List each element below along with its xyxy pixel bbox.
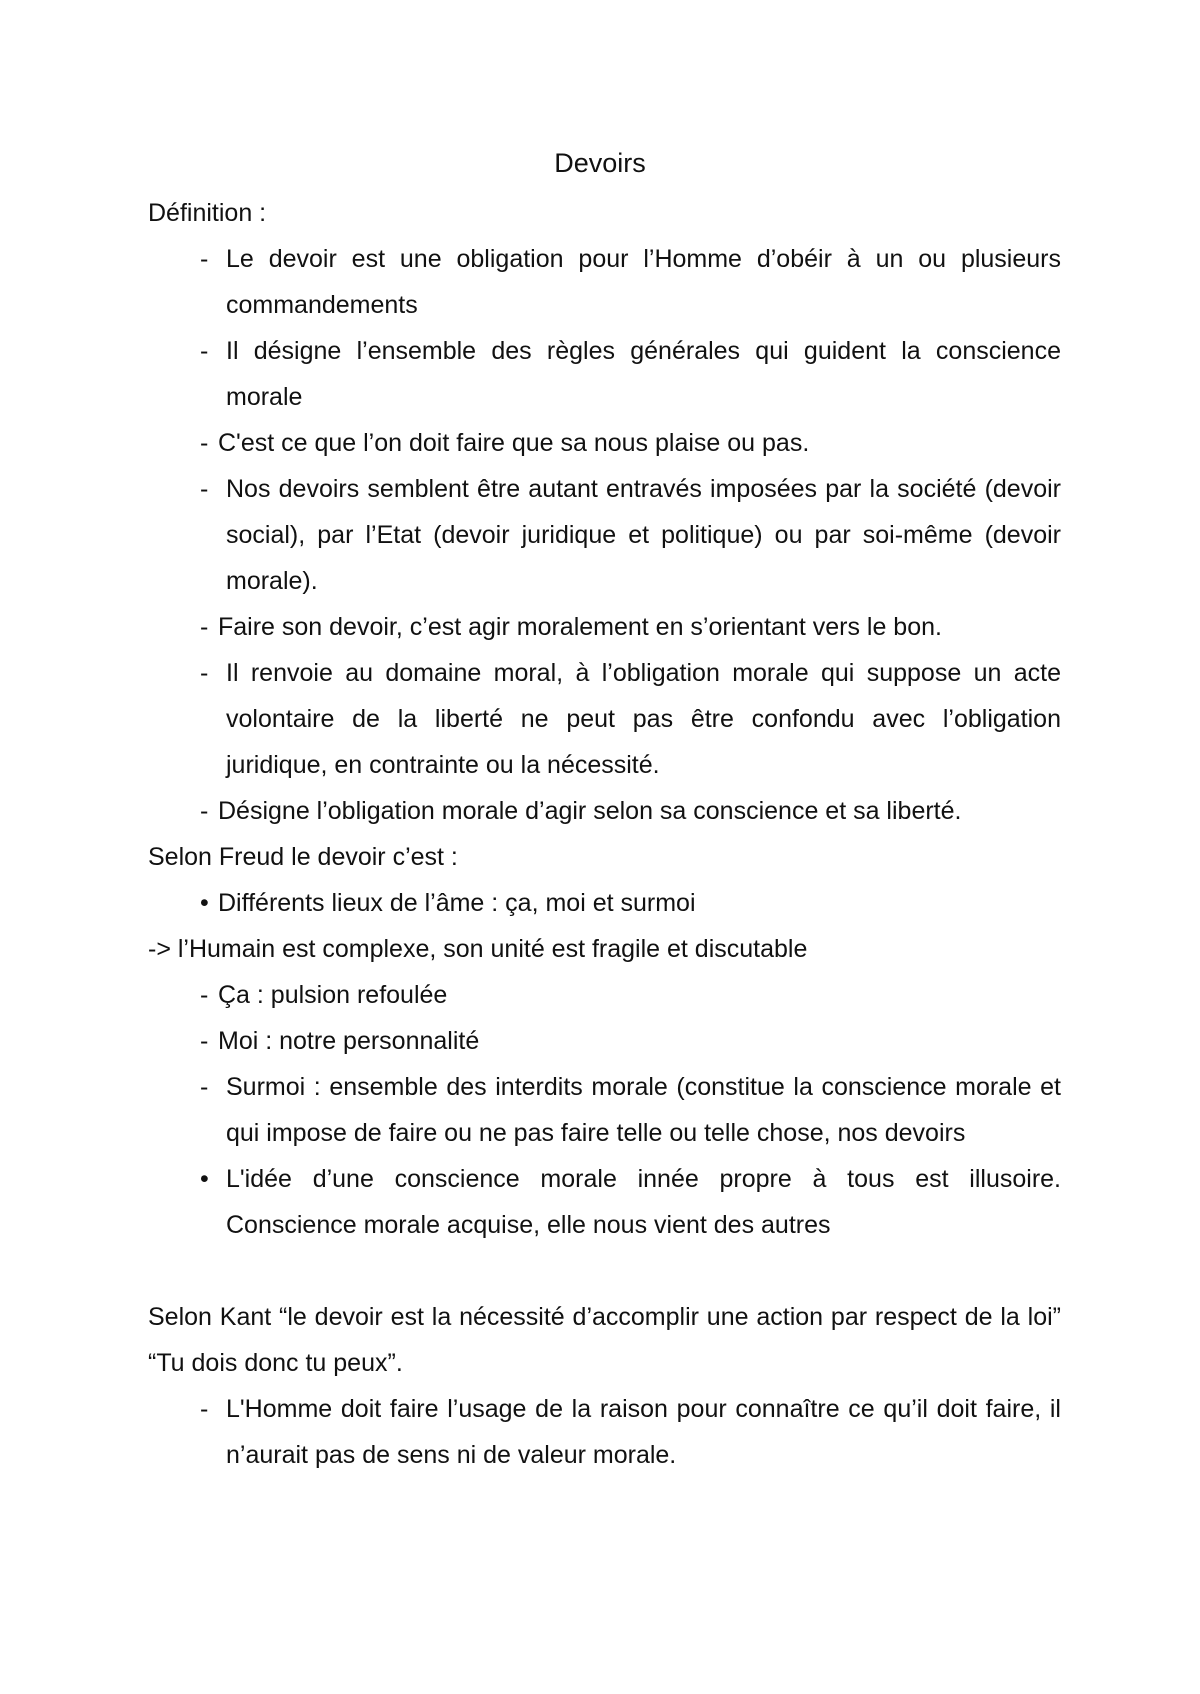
document-title: Devoirs (554, 148, 646, 178)
freud-heading: Selon Freud le devoir c’est : (148, 843, 458, 871)
dash-marker: - (200, 429, 209, 457)
dash-marker: - (200, 337, 209, 365)
dash-marker: - (200, 797, 209, 825)
document-body (148, 190, 1061, 1478)
dash-marker: - (200, 1027, 209, 1055)
dash-marker: - (200, 1073, 209, 1101)
bullet-marker: • (200, 889, 209, 917)
definition-item: - Faire son devoir, c’est agir moralement en s’orientant vers le bon. (148, 604, 1061, 650)
paragraph-gap (148, 1248, 1061, 1294)
kant-item: - L'Homme doit faire l’usage de la raison pour connaître ce qu’il doit faire, il n’aurait pas de sens ni de valeur morale. (148, 1386, 1061, 1478)
dash-marker: - (200, 981, 209, 1009)
definition-item: - Le devoir est une obligation pour l’Homme d’obéir à un ou plusieurs commandements (148, 236, 1061, 328)
freud-bullet: • L'idée d’une conscience morale innée propre à tous est illusoire. Conscience morale acquise, elle nous vient des autres (148, 1156, 1061, 1248)
definition-item: - Nos devoirs semblent être autant entravés imposées par la société (devoir social), par l’Etat (devoir juridique et politique) ou par soi-même (devoir morale). (148, 466, 1061, 604)
dash-marker: - (200, 659, 209, 687)
dash-marker: - (200, 475, 209, 503)
definition-item: - Désigne l’obligation morale d’agir selon sa conscience et sa liberté. (148, 788, 1061, 834)
bullet-marker: • (200, 1165, 209, 1193)
freud-item: - Moi : notre personnalité (148, 1018, 1061, 1064)
freud-bullet: • Différents lieux de l’âme : ça, moi et surmoi (148, 880, 1061, 926)
definition-item: - Il renvoie au domaine moral, à l’obligation morale qui suppose un acte volontaire de la liberté ne peut pas être confondu avec l’obligation juridique, en contrainte ou la nécessité. (148, 650, 1061, 788)
definition-item: - C'est ce que l’on doit faire que sa nous plaise ou pas. (148, 420, 1061, 466)
freud-item: - Surmoi : ensemble des interdits morale (constitue la conscience morale et qui impose de faire ou ne pas faire telle ou telle chose, nos devoirs (148, 1064, 1061, 1156)
dash-marker: - (200, 1395, 209, 1423)
definition-item: - Il désigne l’ensemble des règles générales qui guident la conscience morale (148, 328, 1061, 420)
freud-item: - Ça : pulsion refoulée (148, 972, 1061, 1018)
dash-marker: - (200, 613, 209, 641)
dash-marker: - (200, 245, 209, 273)
freud-arrow-line: -> l’Humain est complexe, son unité est fragile et discutable (148, 935, 808, 963)
definition-heading: Définition : (148, 199, 267, 227)
kant-quote: Selon Kant “le devoir est la nécessité d’accomplir une action par respect de la loi” “Tu dois donc tu peux”. (148, 1303, 1061, 1377)
